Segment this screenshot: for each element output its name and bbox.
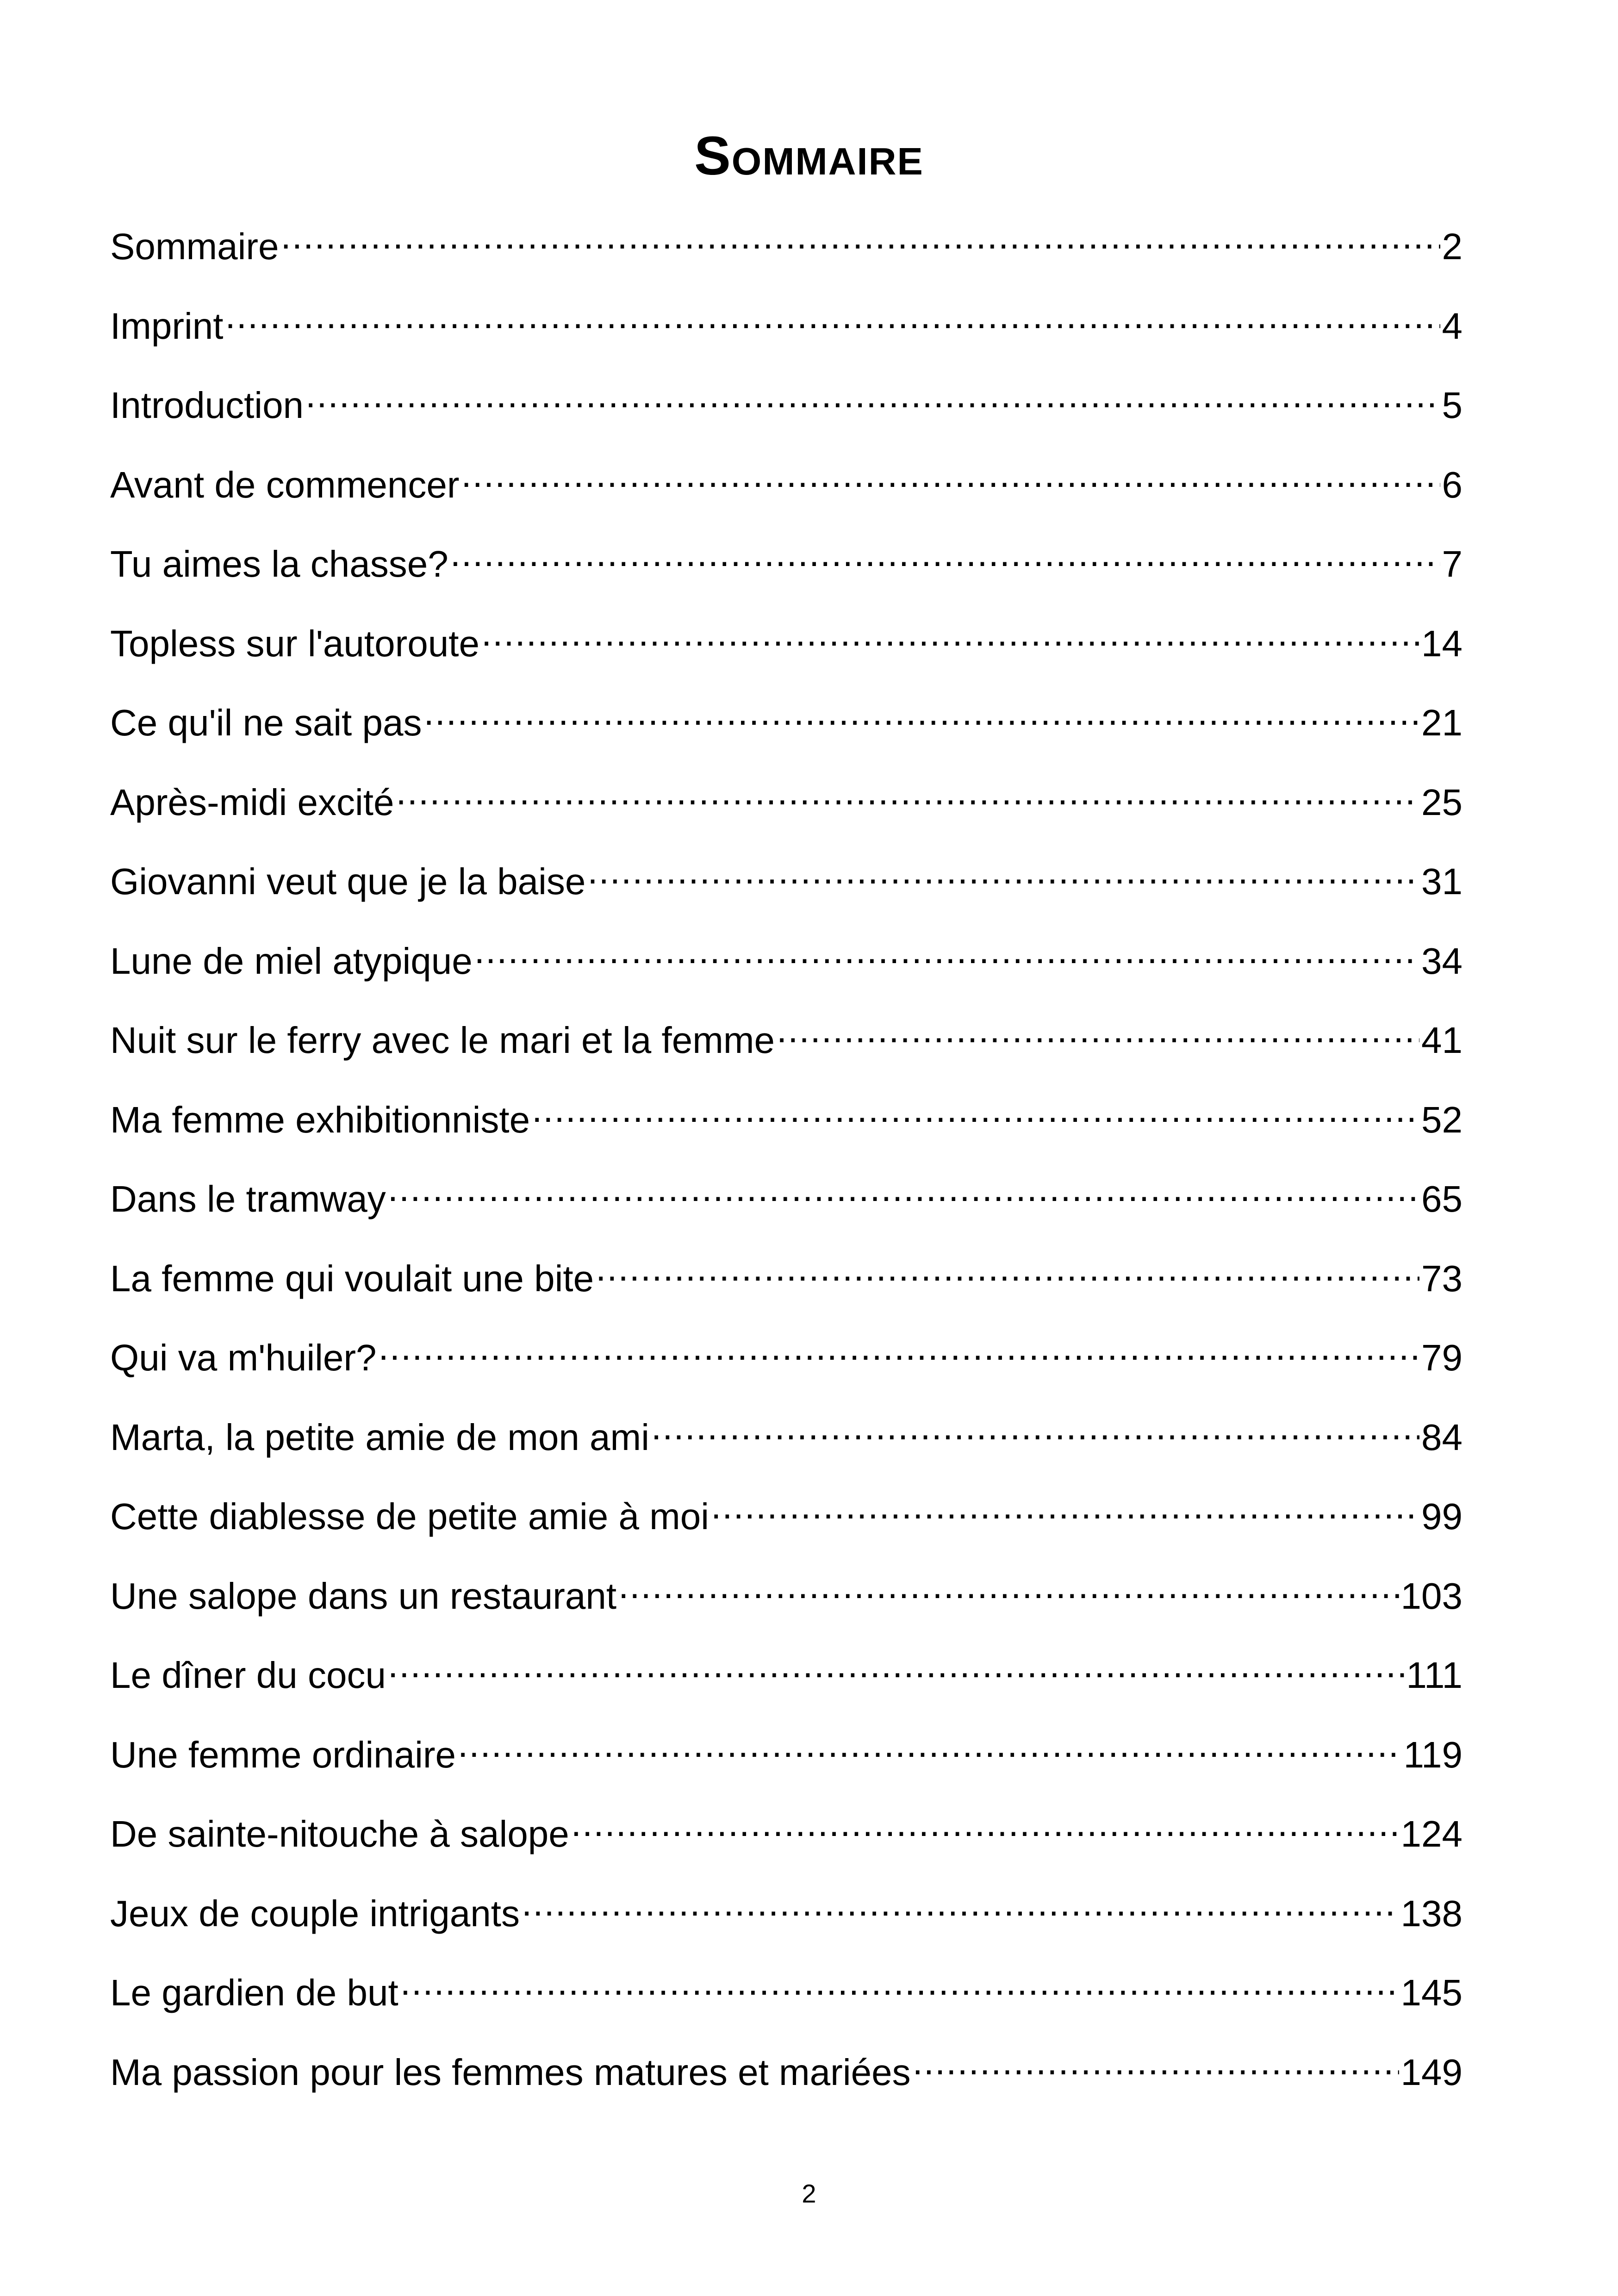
toc-leader-dots	[400, 1959, 1399, 2005]
toc-entry-label: Dans le tramway	[110, 1178, 386, 1220]
toc-entry-page: 41	[1421, 1020, 1462, 1061]
toc-entry-page: 99	[1421, 1496, 1462, 1537]
toc-entry	[110, 1404, 1462, 1483]
toc-leader-dots	[711, 1483, 1419, 1529]
toc-entry-label: Avant de commencer	[110, 464, 460, 505]
toc-entry-label: La femme qui voulait une bite	[110, 1257, 594, 1299]
toc-entry-page: 5	[1442, 385, 1462, 426]
toc-leader-dots	[522, 1880, 1399, 1926]
toc-entry-label: Une femme ordinaire	[110, 1734, 456, 1775]
toc-entry-page: 138	[1400, 1892, 1462, 1934]
toc-entry-page: 52	[1421, 1099, 1462, 1140]
toc-leader-dots	[458, 1721, 1401, 1767]
toc-entry-page: 21	[1421, 702, 1462, 743]
toc-entry-page: 119	[1403, 1734, 1462, 1775]
toc-entry-page: 124	[1400, 1813, 1462, 1854]
toc-entry	[110, 2039, 1462, 2118]
toc-entry	[110, 1800, 1462, 1880]
toc-entry-label: De sainte-nitouche à salope	[110, 1813, 569, 1854]
toc-leader-dots	[618, 1562, 1399, 1609]
toc-entry-label: Nuit sur le ferry avec le mari et la femme	[110, 1020, 775, 1061]
toc-entry-page: 4	[1442, 305, 1462, 347]
toc-leader-dots	[396, 769, 1420, 815]
toc-entry-page: 6	[1442, 464, 1462, 505]
toc-leader-dots	[651, 1404, 1419, 1450]
toc-entry-page: 79	[1421, 1337, 1462, 1378]
toc-entry-label: Qui va m'huiler?	[110, 1337, 377, 1378]
toc-leader-dots	[225, 292, 1440, 339]
toc-entry-page: 25	[1421, 781, 1462, 823]
toc-leader-dots	[587, 848, 1419, 894]
toc-entry-label: Ce qu'il ne sait pas	[110, 702, 422, 743]
toc-leader-dots	[281, 213, 1440, 259]
toc-entry-page: 73	[1421, 1257, 1462, 1299]
page-number: 2	[802, 2179, 816, 2208]
toc-leader-dots	[571, 1800, 1399, 1847]
toc-leader-dots	[532, 1086, 1419, 1132]
toc-entry	[110, 610, 1462, 690]
toc-entry-page: 84	[1421, 1416, 1462, 1458]
toc-leader-dots	[450, 530, 1440, 577]
toc-entry	[110, 213, 1462, 292]
toc-entry	[110, 1483, 1462, 1562]
toc-entry	[110, 1721, 1462, 1801]
table-of-contents	[110, 213, 1462, 2118]
toc-entry-page: 2	[1442, 226, 1462, 267]
toc-entry	[110, 689, 1462, 769]
toc-leader-dots	[388, 1642, 1404, 1688]
toc-leader-dots	[913, 2039, 1399, 2085]
toc-entry	[110, 927, 1462, 1007]
toc-entry-page: 31	[1421, 861, 1462, 902]
toc-entry-page: 65	[1421, 1178, 1462, 1220]
toc-entry-label: Jeux de couple intrigants	[110, 1892, 520, 1934]
toc-leader-dots	[777, 1007, 1419, 1053]
toc-entry	[110, 1880, 1462, 1960]
toc-entry-label: Une salope dans un restaurant	[110, 1575, 617, 1617]
toc-leader-dots	[388, 1165, 1419, 1212]
toc-entry	[110, 1165, 1462, 1245]
toc-entry-label: Imprint	[110, 305, 224, 347]
toc-entry-label: Introduction	[110, 385, 304, 426]
toc-leader-dots	[474, 927, 1419, 974]
toc-leader-dots	[481, 610, 1419, 656]
toc-entry	[110, 1086, 1462, 1166]
toc-entry	[110, 1642, 1462, 1721]
toc-entry-label: Lune de miel atypique	[110, 940, 473, 982]
toc-entry-label: Sommaire	[110, 226, 279, 267]
toc-entry	[110, 292, 1462, 372]
toc-entry	[110, 451, 1462, 531]
toc-entry	[110, 1562, 1462, 1642]
toc-entry-label: Ma femme exhibitionniste	[110, 1099, 530, 1140]
toc-leader-dots	[379, 1324, 1420, 1370]
toc-entry	[110, 848, 1462, 927]
page-title: Sommaire	[694, 125, 924, 187]
toc-leader-dots	[423, 689, 1419, 735]
toc-entry-page: 103	[1400, 1575, 1462, 1617]
toc-entry-label: Tu aimes la chasse?	[110, 543, 448, 585]
toc-entry	[110, 1245, 1462, 1325]
toc-entry-label: Cette diablesse de petite amie à moi	[110, 1496, 709, 1537]
toc-entry-page: 7	[1442, 543, 1462, 585]
toc-entry-page: 111	[1406, 1655, 1462, 1696]
toc-entry-label: Après-midi excité	[110, 781, 394, 823]
toc-entry	[110, 1959, 1462, 2039]
toc-entry	[110, 1324, 1462, 1404]
toc-entry-page: 14	[1421, 622, 1462, 664]
toc-leader-dots	[596, 1245, 1419, 1291]
toc-leader-dots	[461, 451, 1440, 498]
toc-entry-page: 145	[1400, 1972, 1462, 2013]
toc-entry	[110, 530, 1462, 610]
toc-entry	[110, 769, 1462, 848]
toc-entry-label: Ma passion pour les femmes matures et mariées	[110, 2051, 911, 2093]
toc-entry-label: Le gardien de but	[110, 1972, 398, 2013]
toc-entry-label: Le dîner du cocu	[110, 1655, 386, 1696]
toc-leader-dots	[305, 372, 1440, 418]
toc-entry-label: Giovanni veut que je la baise	[110, 861, 586, 902]
toc-entry-label: Topless sur l'autoroute	[110, 622, 479, 664]
toc-entry	[110, 1007, 1462, 1086]
toc-entry-label: Marta, la petite amie de mon ami	[110, 1416, 649, 1458]
toc-entry	[110, 372, 1462, 451]
toc-entry-page: 34	[1421, 940, 1462, 982]
toc-entry-page: 149	[1400, 2051, 1462, 2093]
